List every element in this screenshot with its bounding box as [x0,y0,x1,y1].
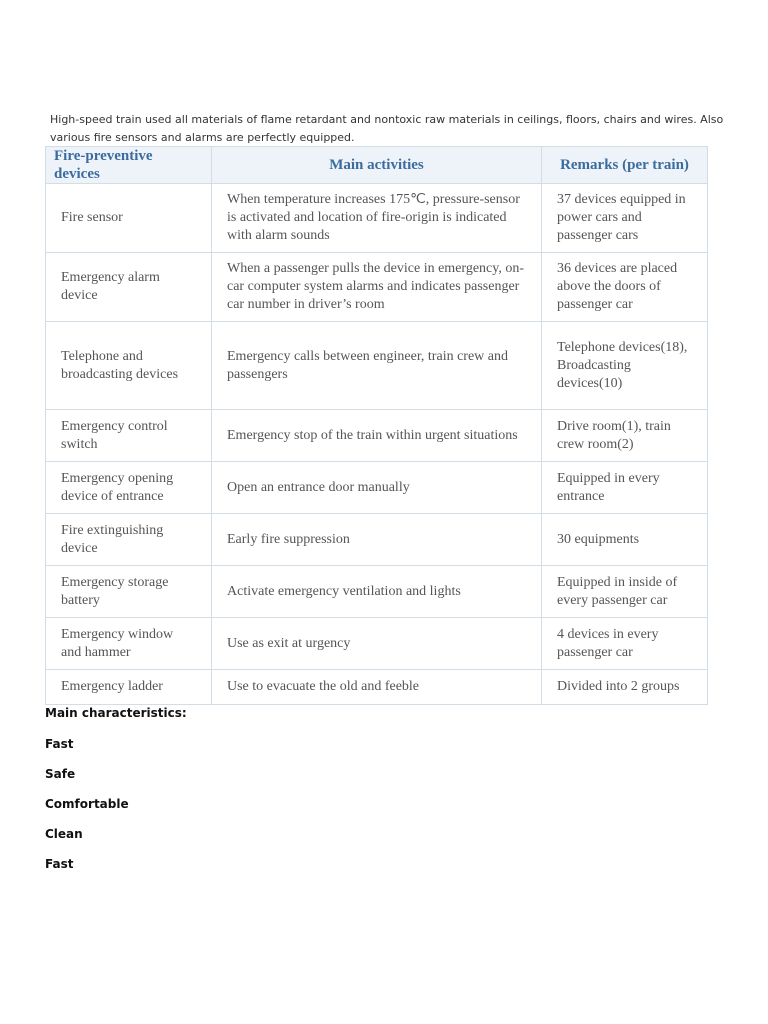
characteristic-item: Fast [45,737,74,751]
activity-cell: Use as exit at urgency [212,618,542,670]
activity-cell: Use to evacuate the old and feeble [212,670,542,705]
remarks-cell: Equipped in inside of every passenger car [542,566,708,618]
device-name-cell: Emergency opening device of entrance [46,462,212,514]
table-row [46,253,708,322]
table-row [46,462,708,514]
intro-paragraph: High-speed train used all materials of flame retardant and nontoxic raw materials in ceilings, floors, chairs and wires. Also various fire sensors and alarms are perfectly equipped. [50,113,724,144]
activity-cell: Emergency calls between engineer, train crew and passengers [212,322,542,410]
remarks-cell: 4 devices in every passenger car [542,618,708,670]
device-name-cell: Telephone and broadcasting devices [46,322,212,410]
table-row [46,184,708,253]
table-row [46,670,708,705]
remarks-cell: 37 devices equipped in power cars and passenger cars [542,184,708,253]
column-header-devices: Fire-preventive devices [46,147,212,184]
characteristic-item: Clean [45,827,83,841]
activity-cell: Activate emergency ventilation and lights [212,566,542,618]
fire-prevention-table [45,146,708,705]
activity-cell: Early fire suppression [212,514,542,566]
column-header-activities: Main activities [212,147,542,184]
remarks-cell: Divided into 2 groups [542,670,708,705]
table-row [46,566,708,618]
device-name-cell: Emergency storage battery [46,566,212,618]
remarks-cell: 36 devices are placed above the doors of passenger car [542,253,708,322]
characteristics-heading: Main characteristics: [45,706,187,720]
activity-cell: When a passenger pulls the device in emergency, on-car computer system alarms and indicates passenger car number in driver’s room [212,253,542,322]
characteristic-item: Comfortable [45,797,129,811]
device-name-cell: Emergency control switch [46,410,212,462]
activity-cell: Open an entrance door manually [212,462,542,514]
activity-cell: When temperature increases 175℃, pressure-sensor is activated and location of fire-origin is indicated with alarm sounds [212,184,542,253]
device-name-cell: Fire sensor [46,184,212,253]
table-row [46,514,708,566]
characteristic-item: Fast [45,857,74,871]
remarks-cell: 30 equipments [542,514,708,566]
device-name-cell: Emergency ladder [46,670,212,705]
characteristics-list [45,704,187,885]
table-row [46,322,708,410]
device-name-cell: Fire extinguishing device [46,514,212,566]
remarks-cell: Drive room(1), train crew room(2) [542,410,708,462]
table-header-row [46,147,708,184]
column-header-remarks: Remarks (per train) [542,147,708,184]
device-name-cell: Emergency window and hammer [46,618,212,670]
characteristic-item: Safe [45,767,76,781]
remarks-cell: Equipped in every entrance [542,462,708,514]
device-name-cell: Emergency alarm device [46,253,212,322]
table-row [46,410,708,462]
activity-cell: Emergency stop of the train within urgent situations [212,410,542,462]
remarks-cell: Telephone devices(18), Broadcasting devices(10) [542,322,708,410]
table-row [46,618,708,670]
